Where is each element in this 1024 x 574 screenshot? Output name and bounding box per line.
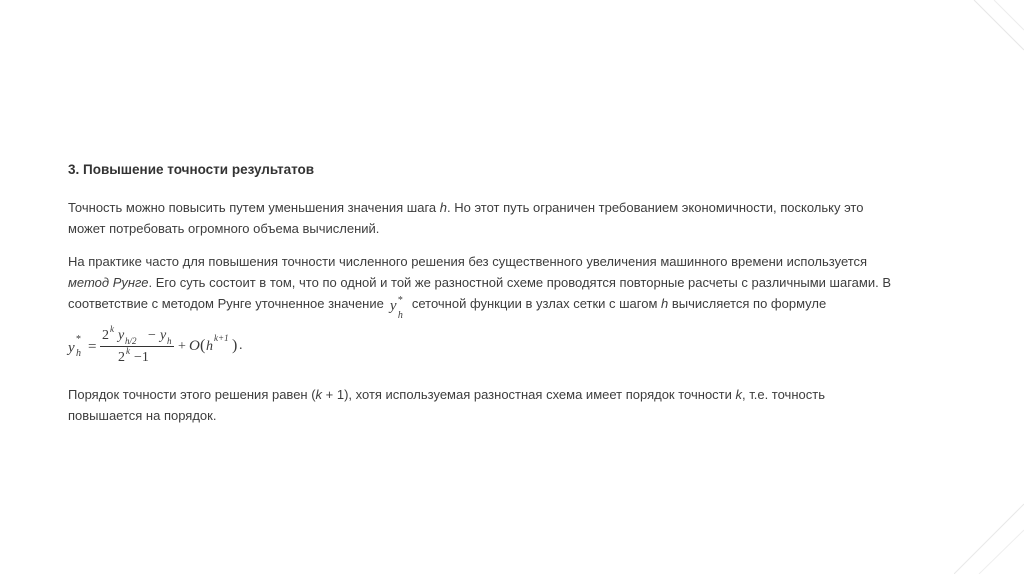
var-k: k [315, 386, 323, 402]
formula-lhs-sup: * [76, 333, 81, 345]
var-h: h [439, 200, 447, 215]
formula-h: h [206, 338, 213, 354]
text-span: На практике часто для повышения точности численного решения без существенного увеличения машинного времени используется [68, 254, 868, 269]
formula-num-y2-sub: h [167, 335, 172, 346]
formula-den-two: 2 [118, 349, 125, 365]
formula-num-k: k [110, 323, 114, 334]
runge-formula [68, 323, 268, 368]
formula-plus: + [178, 338, 186, 354]
formula-lhs-sub: h [76, 347, 81, 359]
formula-num-two: 2 [102, 327, 109, 343]
text-span: + 1), хотя используемая разностная схема имеет порядок точности [322, 386, 736, 402]
formula-rparen: ) [232, 336, 238, 354]
text-span: Порядок точности этого решения равен ( [68, 386, 316, 402]
formula-fraction-bar [100, 346, 174, 347]
symbol-sub: h [397, 309, 403, 321]
paragraph-accuracy [68, 197, 898, 239]
symbol-sup: * [397, 294, 403, 306]
var-h: h [661, 296, 669, 311]
formula-dot: . [239, 337, 243, 353]
var-k: k [735, 386, 742, 402]
text-span: . Но этот путь ограничен требованием экономичности, поскольку это может потребовать огромного объема вычислений. [68, 200, 864, 236]
text-span: вычисляется по формуле [668, 296, 827, 311]
formula-eq: = [88, 338, 97, 355]
formula-num-y2: y [160, 327, 167, 343]
section-heading: 3. Повышение точности результатов [68, 162, 315, 177]
formula-big-o: O [189, 337, 200, 354]
paragraph-runge [68, 251, 898, 321]
formula-num-y1-sub: h/2 [125, 335, 137, 346]
formula-exponent: k+1 [214, 332, 229, 343]
text-span: сеточной функции в узлах сетки с шагом [411, 296, 662, 311]
paragraph-order [68, 384, 898, 426]
text-span: . Его суть состоит в том, что по одной и той же разностной схеме проводятся повторные расчеты с различными шагами. В соответствие с методом Рунге уточненное значение [68, 275, 891, 311]
inline-symbol-y-h-star [388, 294, 408, 321]
document-content [68, 162, 898, 438]
text-span: , т.е. точность повышается на порядок. [68, 386, 825, 423]
text-span: Точность можно повысить путем уменьшения значения шага [68, 200, 440, 215]
formula-den-k: k [126, 345, 130, 356]
formula-lhs-base: y [68, 339, 75, 356]
formula-lparen: ( [200, 336, 206, 354]
formula-den-rest: −1 [134, 349, 149, 365]
method-name: метод Рунге [68, 275, 149, 290]
formula-num-y1: y [118, 327, 125, 343]
formula-num-minus: − [148, 327, 156, 343]
symbol-base: y [389, 297, 397, 314]
page-corner-decoration [954, 0, 1024, 574]
